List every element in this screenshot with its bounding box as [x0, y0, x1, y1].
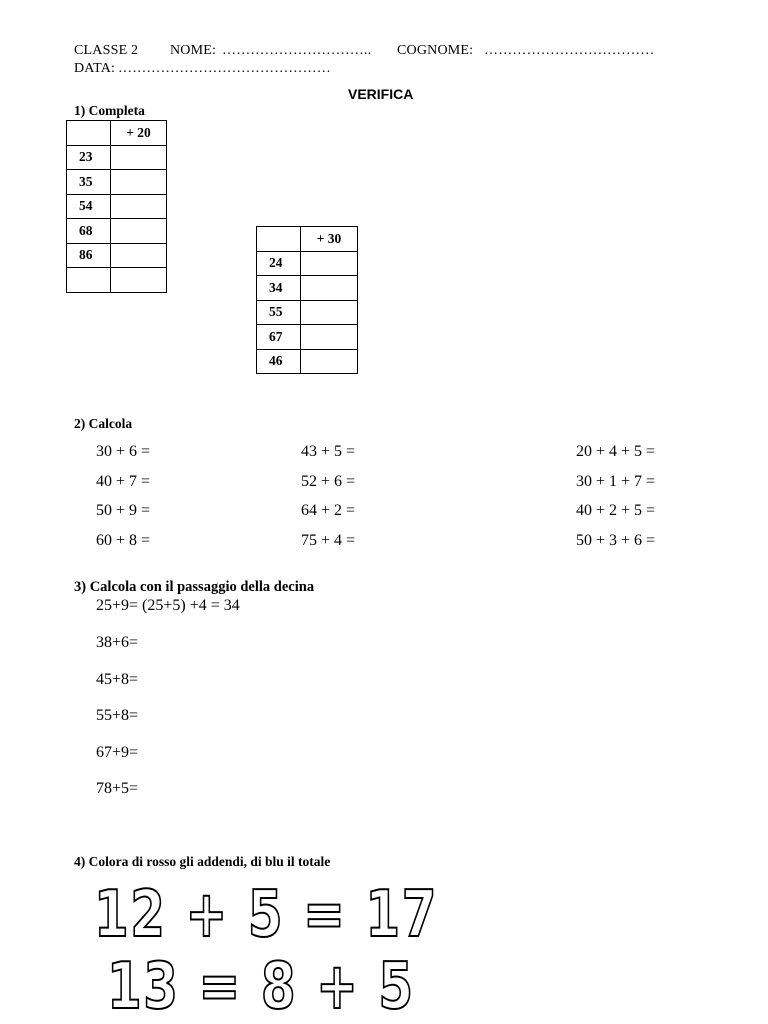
coloring-equation-2 — [107, 950, 415, 1024]
sum-expression: 20 + 4 + 5 = — [576, 443, 656, 460]
section-3-label: 3) Calcola con il passaggio della decina — [74, 579, 315, 595]
decade-exercise: 45+8= — [96, 671, 139, 688]
table-row-label: 68 — [67, 219, 111, 244]
table-row-label: 55 — [257, 300, 301, 325]
table-row-label: 34 — [257, 276, 301, 301]
surname-field[interactable]: ……………………………… — [484, 43, 655, 58]
sum-expression: 52 + 6 = — [301, 473, 356, 490]
table-row-label: 67 — [257, 325, 301, 350]
date-label: DATA: — [74, 61, 116, 76]
addition-table-plus-30 — [256, 226, 358, 374]
answer-cell[interactable] — [301, 276, 358, 301]
sum-expression: 60 + 8 = — [96, 532, 151, 549]
table-row-label: 54 — [67, 194, 111, 219]
sum-expression: 75 + 4 = — [301, 532, 356, 549]
coloring-number[interactable]: 13 — [107, 950, 180, 1024]
surname-label: COGNOME: — [397, 43, 474, 58]
decade-exercise: 38+6= — [96, 634, 139, 651]
table-row-label: 46 — [257, 349, 301, 374]
date-field[interactable]: ……………………………………… — [118, 61, 331, 76]
coloring-number[interactable]: 5 — [247, 878, 285, 952]
decade-exercise: 55+8= — [96, 707, 139, 724]
sum-expression: 43 + 5 = — [301, 443, 356, 460]
decade-exercise: 67+9= — [96, 744, 139, 761]
coloring-equation-1 — [94, 878, 438, 952]
coloring-operator: = — [198, 950, 242, 1024]
table-row-label: 35 — [67, 170, 111, 195]
section-1-label: 1) Completa — [74, 103, 145, 118]
answer-cell[interactable] — [301, 325, 358, 350]
coloring-operator: = — [303, 878, 347, 952]
class-label: CLASSE 2 — [74, 43, 139, 58]
coloring-number[interactable]: 17 — [365, 878, 439, 952]
sum-expression: 50 + 9 = — [96, 502, 151, 519]
answer-cell[interactable] — [111, 194, 167, 219]
table-header-cell: + 20 — [111, 121, 167, 146]
sum-expression: 30 + 1 + 7 = — [576, 473, 656, 490]
name-field[interactable]: ………………………….. — [222, 43, 372, 58]
answer-cell[interactable] — [111, 268, 167, 293]
sum-expression: 50 + 3 + 6 = — [576, 532, 656, 549]
table-row-label: 23 — [67, 145, 111, 170]
table-row-label: 86 — [67, 243, 111, 268]
answer-cell[interactable] — [301, 300, 358, 325]
table-header-cell: + 30 — [301, 227, 358, 252]
decade-exercise: 78+5= — [96, 780, 139, 797]
answer-cell[interactable] — [301, 251, 358, 276]
sum-expression: 40 + 2 + 5 = — [576, 502, 656, 519]
answer-cell[interactable] — [111, 219, 167, 244]
sum-expression: 64 + 2 = — [301, 502, 356, 519]
answer-cell[interactable] — [111, 243, 167, 268]
answer-cell[interactable] — [111, 145, 167, 170]
coloring-number[interactable]: 12 — [94, 878, 167, 952]
table-row-label — [67, 268, 111, 293]
table-corner-cell — [67, 121, 111, 146]
name-label: NOME: — [170, 43, 217, 58]
sum-expression: 30 + 6 = — [96, 443, 151, 460]
page-title: VERIFICA — [348, 86, 414, 102]
section-4-label: 4) Colora di rosso gli addendi, di blu il totale — [74, 854, 331, 869]
answer-cell[interactable] — [111, 170, 167, 195]
sum-expression: 40 + 7 = — [96, 473, 151, 490]
section-2-label: 2) Calcola — [74, 416, 133, 431]
table-corner-cell — [257, 227, 301, 252]
worked-example: 25+9= (25+5) +4 = 34 — [96, 597, 240, 614]
table-row-label: 24 — [257, 251, 301, 276]
coloring-operator: + — [185, 878, 229, 952]
coloring-number[interactable]: 8 — [260, 950, 298, 1024]
coloring-operator: + — [316, 950, 360, 1024]
addition-table-plus-20 — [66, 120, 167, 293]
answer-cell[interactable] — [301, 349, 358, 374]
coloring-number[interactable]: 5 — [378, 950, 415, 1024]
